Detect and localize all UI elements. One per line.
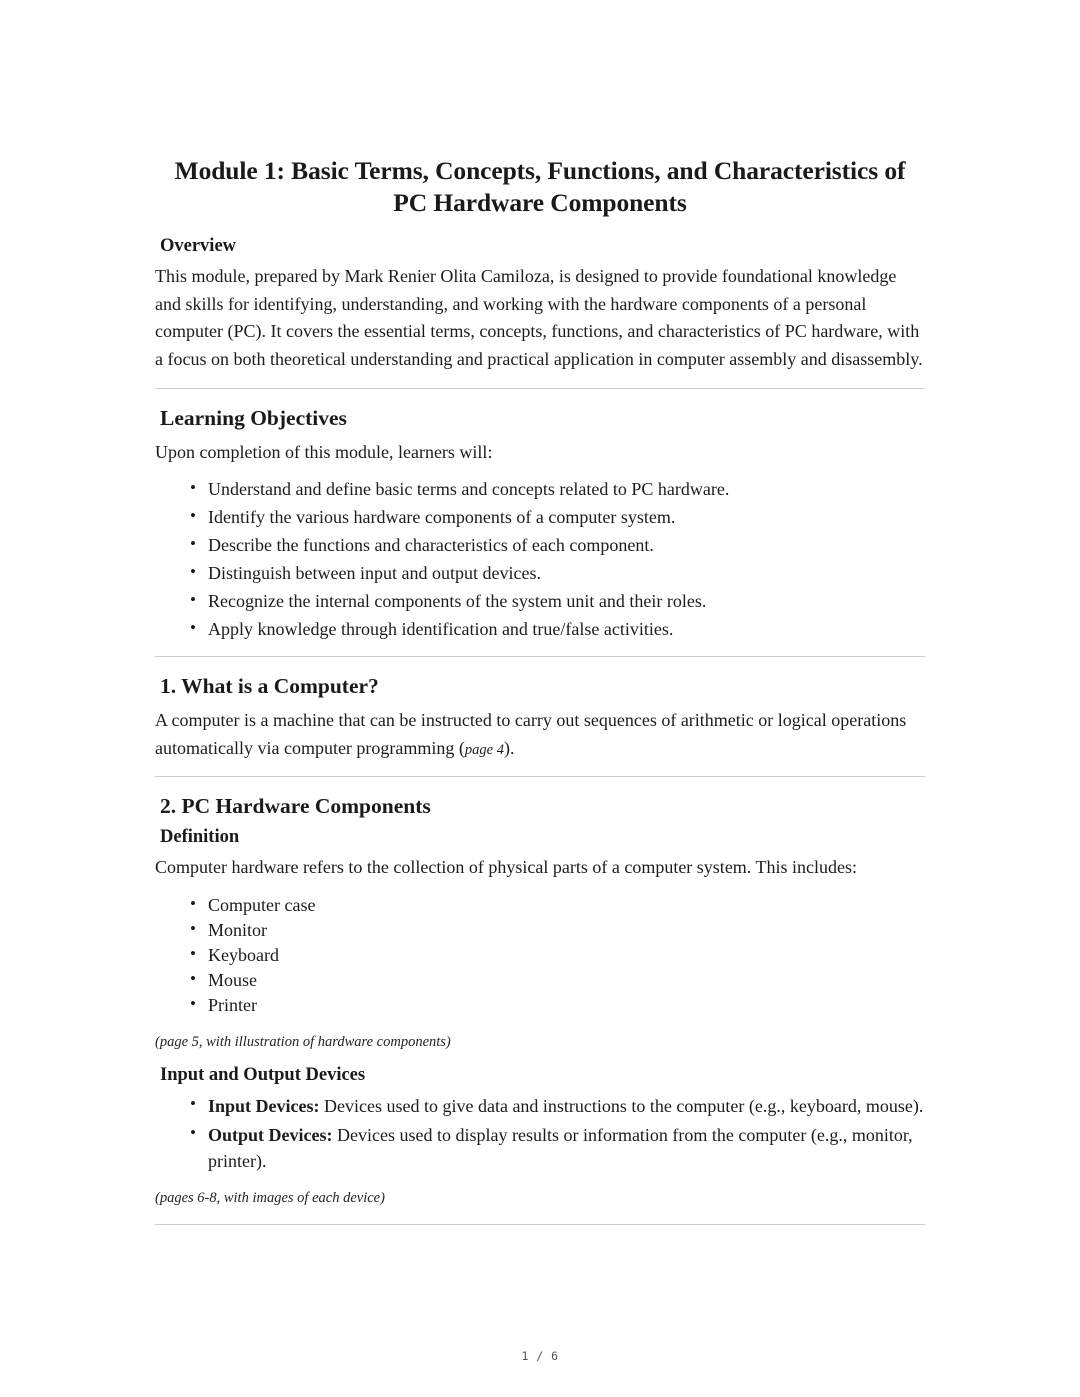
list-item: • Keyboard	[208, 944, 925, 968]
list-item: • Printer	[208, 994, 925, 1018]
list-item	[208, 1122, 925, 1174]
list-item: • Identify the various hardware components of a computer system.	[208, 506, 925, 530]
input-output-heading: Input and Output Devices	[160, 1065, 366, 1086]
output-devices-text: Devices used to display results or information from the computer (e.g., monitor, printer).	[208, 1124, 913, 1171]
section-1-text-before: A computer is a machine that can be instructed to carry out sequences of arithmetic or logical operations automatically via computer programming (	[155, 709, 907, 758]
learning-objectives-intro: Upon completion of this module, learners will:	[155, 441, 493, 462]
input-devices-label: Input Devices:	[208, 1095, 320, 1116]
learning-objectives-heading: Learning Objectives	[160, 405, 347, 430]
input-devices-text: Devices used to give data and instructions to the computer (e.g., keyboard, mouse).	[319, 1095, 924, 1116]
list-item: • Computer case	[208, 894, 925, 918]
list-item: • Distinguish between input and output devices.	[208, 562, 925, 586]
input-output-list	[155, 1093, 925, 1174]
definition-paragraph: Computer hardware refers to the collection of physical parts of a computer system. This includes:	[155, 857, 857, 878]
list-item: • Understand and define basic terms and concepts related to PC hardware.	[208, 478, 925, 502]
list-item	[208, 1093, 925, 1119]
learning-objectives-list	[155, 478, 925, 642]
list-item: • Apply knowledge through identification and true/false activities.	[208, 618, 925, 642]
section-divider	[155, 656, 925, 657]
list-item: • Recognize the internal components of the system unit and their roles.	[208, 590, 925, 614]
page-footer: 1 / 6	[521, 1349, 559, 1363]
section-1-heading: 1. What is a Computer?	[160, 673, 379, 698]
section-1-text-after: ).	[503, 737, 515, 758]
list-item: • Monitor	[208, 919, 925, 943]
definition-heading: Definition	[160, 827, 240, 848]
hardware-components-list	[155, 894, 925, 1018]
input-output-page-reference: (pages 6-8, with images of each device)	[155, 1189, 385, 1206]
section-divider	[155, 388, 925, 389]
section-divider	[155, 776, 925, 777]
output-devices-label: Output Devices:	[208, 1124, 333, 1145]
overview-paragraph: This module, prepared by Mark Renier Olita Camiloza, is designed to provide foundational knowledge and skills for identifying, understanding, and working with the hardware components of a personal computer (PC). It covers the essential terms, concepts, functions, and characteristics of PC hardware, with a focus on both theoretical understanding and practical application in computer assembly and disassembly.	[155, 265, 923, 369]
overview-heading: Overview	[160, 235, 237, 256]
list-item: • Mouse	[208, 969, 925, 993]
definition-page-reference: (page 5, with illustration of hardware components)	[155, 1033, 451, 1050]
list-item: • Describe the functions and characteristics of each component.	[208, 534, 925, 558]
page-title: Module 1: Basic Terms, Concepts, Functions, and Characteristics of PC Hardware Components	[174, 156, 906, 218]
section-1-page-reference: page 4	[464, 741, 504, 758]
document-content	[155, 155, 925, 1241]
section-divider	[155, 1224, 925, 1225]
section-1-paragraph	[155, 707, 925, 762]
section-2-heading: 2. PC Hardware Components	[160, 794, 431, 819]
